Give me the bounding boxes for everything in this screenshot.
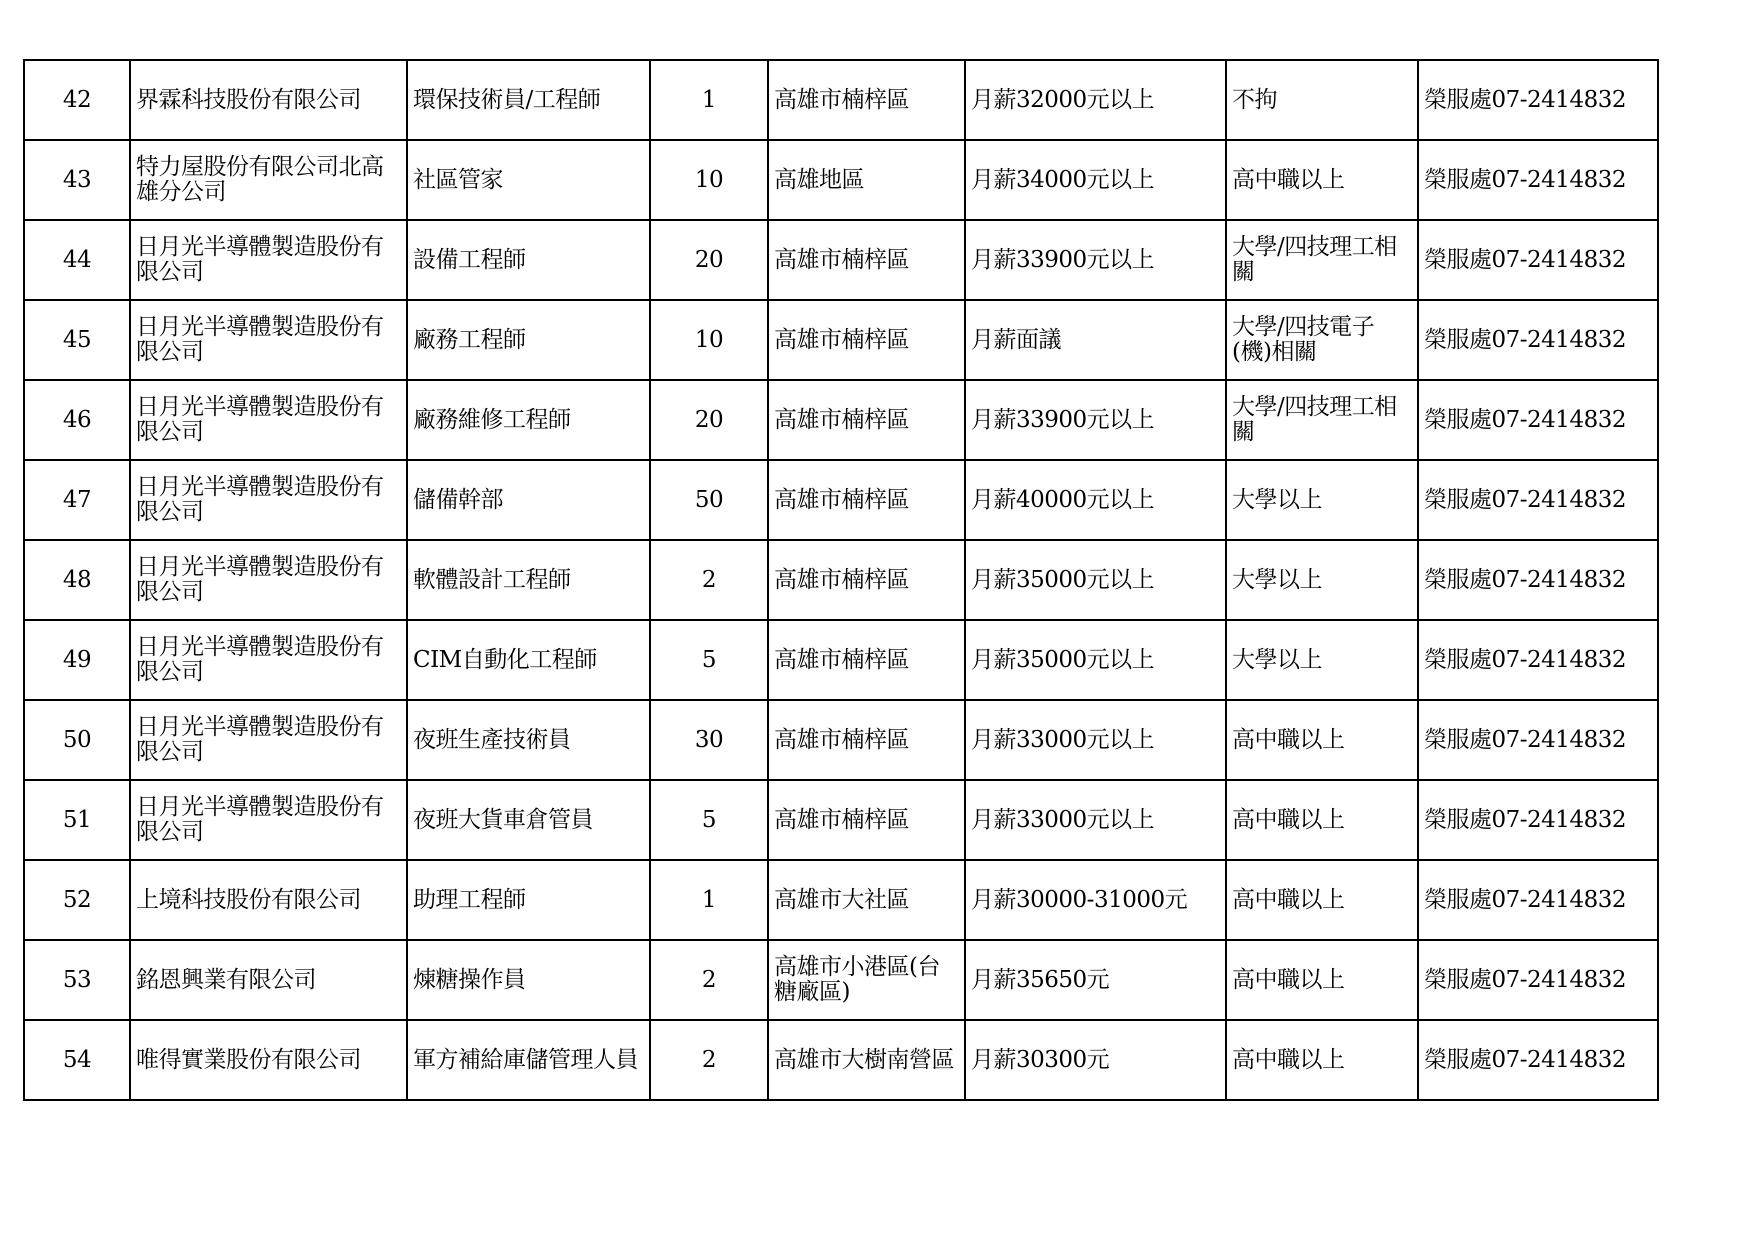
openings-count-cell-text: 1 xyxy=(701,86,717,113)
position-cell-text: 煉糖操作員 xyxy=(413,966,526,993)
openings-count-cell-text: 5 xyxy=(701,646,717,673)
education-cell xyxy=(1226,300,1418,380)
position-cell-text: 環保技術員/工程師 xyxy=(413,86,601,113)
openings-count-cell-text: 30 xyxy=(694,726,724,753)
contact-cell xyxy=(1418,380,1658,460)
location-cell-text: 高雄市大樹南營區 xyxy=(774,1046,954,1073)
position-cell xyxy=(407,460,650,540)
salary-cell-text: 月薪面議 xyxy=(971,326,1061,353)
contact-cell xyxy=(1418,780,1658,860)
openings-count-cell-text: 20 xyxy=(694,406,724,433)
education-cell xyxy=(1226,540,1418,620)
position-cell-text: 助理工程師 xyxy=(413,886,526,913)
location-cell xyxy=(768,1020,965,1100)
position-cell xyxy=(407,220,650,300)
location-cell xyxy=(768,460,965,540)
table-row xyxy=(24,700,1658,780)
position-cell xyxy=(407,620,650,700)
contact-cell-text: 榮服處07-2414832 xyxy=(1424,886,1626,913)
education-cell xyxy=(1226,140,1418,220)
openings-count-cell xyxy=(650,540,768,620)
openings-count-cell xyxy=(650,940,768,1020)
company-cell xyxy=(130,700,407,780)
contact-cell xyxy=(1418,60,1658,140)
company-cell xyxy=(130,60,407,140)
contact-cell xyxy=(1418,940,1658,1020)
row-number-cell-text: 48 xyxy=(62,566,92,593)
company-cell-text: 唯得實業股份有限公司 xyxy=(136,1046,361,1073)
location-cell xyxy=(768,700,965,780)
salary-cell xyxy=(965,780,1226,860)
position-cell-text: 軟體設計工程師 xyxy=(413,566,571,593)
salary-cell xyxy=(965,380,1226,460)
job-listing-table xyxy=(23,59,1659,1101)
row-number-cell-text: 42 xyxy=(62,86,92,113)
contact-cell xyxy=(1418,300,1658,380)
row-number-cell xyxy=(24,60,130,140)
salary-cell-text: 月薪33000元以上 xyxy=(971,726,1155,753)
openings-count-cell xyxy=(650,220,768,300)
table-row xyxy=(24,220,1658,300)
contact-cell-text: 榮服處07-2414832 xyxy=(1424,966,1626,993)
company-cell-text: 日月光半導體製造股份有限公司 xyxy=(136,554,384,605)
table-row xyxy=(24,780,1658,860)
row-number-cell-text: 44 xyxy=(62,246,92,273)
company-cell-text: 上境科技股份有限公司 xyxy=(136,886,361,913)
openings-count-cell xyxy=(650,300,768,380)
education-cell-text: 高中職以上 xyxy=(1232,806,1345,833)
location-cell-text: 高雄市楠梓區 xyxy=(774,726,909,753)
company-cell xyxy=(130,780,407,860)
row-number-cell xyxy=(24,860,130,940)
location-cell-text: 高雄市楠梓區 xyxy=(774,566,909,593)
company-cell xyxy=(130,1020,407,1100)
company-cell-text: 日月光半導體製造股份有限公司 xyxy=(136,714,384,765)
education-cell-text: 大學/四技理工相關 xyxy=(1232,234,1397,285)
location-cell-text: 高雄地區 xyxy=(774,166,864,193)
company-cell xyxy=(130,940,407,1020)
contact-cell xyxy=(1418,220,1658,300)
education-cell-text: 高中職以上 xyxy=(1232,886,1345,913)
company-cell xyxy=(130,220,407,300)
position-cell-text: CIM自動化工程師 xyxy=(413,646,597,673)
location-cell xyxy=(768,140,965,220)
education-cell-text: 高中職以上 xyxy=(1232,966,1345,993)
row-number-cell-text: 52 xyxy=(62,886,92,913)
job-table-body xyxy=(24,60,1658,1100)
salary-cell-text: 月薪35650元 xyxy=(971,966,1110,993)
location-cell xyxy=(768,860,965,940)
openings-count-cell-text: 10 xyxy=(694,326,724,353)
table-row xyxy=(24,460,1658,540)
openings-count-cell-text: 10 xyxy=(694,166,724,193)
salary-cell-text: 月薪33900元以上 xyxy=(971,246,1155,273)
position-cell xyxy=(407,700,650,780)
row-number-cell xyxy=(24,380,130,460)
salary-cell xyxy=(965,860,1226,940)
openings-count-cell xyxy=(650,620,768,700)
row-number-cell-text: 49 xyxy=(62,646,92,673)
table-row xyxy=(24,860,1658,940)
company-cell-text: 日月光半導體製造股份有限公司 xyxy=(136,634,384,685)
openings-count-cell xyxy=(650,780,768,860)
location-cell xyxy=(768,540,965,620)
contact-cell xyxy=(1418,1020,1658,1100)
row-number-cell-text: 53 xyxy=(62,966,92,993)
openings-count-cell xyxy=(650,460,768,540)
education-cell-text: 大學/四技理工相關 xyxy=(1232,394,1397,445)
company-cell xyxy=(130,380,407,460)
table-row xyxy=(24,620,1658,700)
contact-cell-text: 榮服處07-2414832 xyxy=(1424,726,1626,753)
education-cell-text: 高中職以上 xyxy=(1232,166,1345,193)
location-cell-text: 高雄市小港區(台糖廠區) xyxy=(774,954,940,1005)
openings-count-cell xyxy=(650,700,768,780)
contact-cell-text: 榮服處07-2414832 xyxy=(1424,1046,1626,1073)
salary-cell xyxy=(965,60,1226,140)
row-number-cell xyxy=(24,540,130,620)
company-cell-text: 日月光半導體製造股份有限公司 xyxy=(136,234,384,285)
education-cell xyxy=(1226,1020,1418,1100)
company-cell-text: 日月光半導體製造股份有限公司 xyxy=(136,394,384,445)
salary-cell xyxy=(965,300,1226,380)
contact-cell-text: 榮服處07-2414832 xyxy=(1424,806,1626,833)
openings-count-cell xyxy=(650,60,768,140)
education-cell-text: 大學/四技電子(機)相關 xyxy=(1232,314,1375,365)
salary-cell xyxy=(965,940,1226,1020)
location-cell xyxy=(768,220,965,300)
contact-cell-text: 榮服處07-2414832 xyxy=(1424,166,1626,193)
company-cell-text: 界霖科技股份有限公司 xyxy=(136,86,361,113)
position-cell xyxy=(407,300,650,380)
position-cell-text: 儲備幹部 xyxy=(413,486,503,513)
row-number-cell xyxy=(24,1020,130,1100)
table-row xyxy=(24,300,1658,380)
company-cell-text: 銘恩興業有限公司 xyxy=(136,966,316,993)
location-cell-text: 高雄市楠梓區 xyxy=(774,646,909,673)
salary-cell xyxy=(965,220,1226,300)
location-cell xyxy=(768,620,965,700)
location-cell xyxy=(768,780,965,860)
position-cell xyxy=(407,540,650,620)
salary-cell xyxy=(965,1020,1226,1100)
company-cell xyxy=(130,460,407,540)
salary-cell-text: 月薪33000元以上 xyxy=(971,806,1155,833)
openings-count-cell xyxy=(650,380,768,460)
company-cell-text: 特力屋股份有限公司北高雄分公司 xyxy=(136,154,384,205)
contact-cell xyxy=(1418,860,1658,940)
openings-count-cell-text: 2 xyxy=(701,966,717,993)
row-number-cell xyxy=(24,220,130,300)
company-cell xyxy=(130,300,407,380)
company-cell xyxy=(130,140,407,220)
position-cell-text: 夜班大貨車倉管員 xyxy=(413,806,593,833)
openings-count-cell xyxy=(650,1020,768,1100)
salary-cell xyxy=(965,620,1226,700)
contact-cell-text: 榮服處07-2414832 xyxy=(1424,406,1626,433)
salary-cell-text: 月薪35000元以上 xyxy=(971,566,1155,593)
position-cell-text: 廠務工程師 xyxy=(413,326,526,353)
location-cell xyxy=(768,300,965,380)
salary-cell-text: 月薪40000元以上 xyxy=(971,486,1155,513)
openings-count-cell-text: 2 xyxy=(701,1046,717,1073)
position-cell-text: 軍方補給庫儲管理人員 xyxy=(413,1046,638,1073)
row-number-cell-text: 51 xyxy=(62,806,92,833)
contact-cell xyxy=(1418,700,1658,780)
contact-cell xyxy=(1418,140,1658,220)
position-cell xyxy=(407,1020,650,1100)
salary-cell xyxy=(965,700,1226,780)
position-cell xyxy=(407,780,650,860)
contact-cell-text: 榮服處07-2414832 xyxy=(1424,646,1626,673)
position-cell xyxy=(407,380,650,460)
row-number-cell xyxy=(24,300,130,380)
table-row xyxy=(24,1020,1658,1100)
salary-cell xyxy=(965,540,1226,620)
contact-cell xyxy=(1418,620,1658,700)
row-number-cell-text: 50 xyxy=(62,726,92,753)
salary-cell-text: 月薪35000元以上 xyxy=(971,646,1155,673)
row-number-cell xyxy=(24,460,130,540)
education-cell xyxy=(1226,220,1418,300)
openings-count-cell-text: 5 xyxy=(701,806,717,833)
company-cell xyxy=(130,620,407,700)
row-number-cell xyxy=(24,700,130,780)
table-row xyxy=(24,380,1658,460)
education-cell xyxy=(1226,860,1418,940)
education-cell-text: 不拘 xyxy=(1232,86,1277,113)
education-cell xyxy=(1226,380,1418,460)
education-cell-text: 大學以上 xyxy=(1232,486,1322,513)
table-row xyxy=(24,140,1658,220)
salary-cell-text: 月薪30000-31000元 xyxy=(971,886,1188,913)
row-number-cell-text: 45 xyxy=(62,326,92,353)
salary-cell xyxy=(965,460,1226,540)
table-row xyxy=(24,60,1658,140)
position-cell xyxy=(407,140,650,220)
salary-cell-text: 月薪32000元以上 xyxy=(971,86,1155,113)
contact-cell-text: 榮服處07-2414832 xyxy=(1424,246,1626,273)
company-cell-text: 日月光半導體製造股份有限公司 xyxy=(136,314,384,365)
row-number-cell-text: 47 xyxy=(62,486,92,513)
education-cell xyxy=(1226,620,1418,700)
position-cell-text: 廠務維修工程師 xyxy=(413,406,571,433)
position-cell xyxy=(407,940,650,1020)
position-cell-text: 社區管家 xyxy=(413,166,503,193)
row-number-cell xyxy=(24,140,130,220)
position-cell xyxy=(407,860,650,940)
contact-cell xyxy=(1418,540,1658,620)
position-cell xyxy=(407,60,650,140)
row-number-cell-text: 43 xyxy=(62,166,92,193)
location-cell-text: 高雄市楠梓區 xyxy=(774,406,909,433)
contact-cell xyxy=(1418,460,1658,540)
education-cell xyxy=(1226,460,1418,540)
row-number-cell-text: 54 xyxy=(62,1046,92,1073)
education-cell-text: 高中職以上 xyxy=(1232,726,1345,753)
company-cell-text: 日月光半導體製造股份有限公司 xyxy=(136,794,384,845)
table-row xyxy=(24,940,1658,1020)
location-cell xyxy=(768,380,965,460)
openings-count-cell xyxy=(650,860,768,940)
salary-cell-text: 月薪33900元以上 xyxy=(971,406,1155,433)
contact-cell-text: 榮服處07-2414832 xyxy=(1424,566,1626,593)
openings-count-cell-text: 20 xyxy=(694,246,724,273)
education-cell-text: 大學以上 xyxy=(1232,566,1322,593)
contact-cell-text: 榮服處07-2414832 xyxy=(1424,86,1626,113)
openings-count-cell xyxy=(650,140,768,220)
openings-count-cell-text: 50 xyxy=(694,486,724,513)
row-number-cell xyxy=(24,940,130,1020)
table-row xyxy=(24,540,1658,620)
location-cell-text: 高雄市楠梓區 xyxy=(774,246,909,273)
position-cell-text: 設備工程師 xyxy=(413,246,526,273)
row-number-cell xyxy=(24,780,130,860)
education-cell xyxy=(1226,700,1418,780)
contact-cell-text: 榮服處07-2414832 xyxy=(1424,486,1626,513)
salary-cell xyxy=(965,140,1226,220)
education-cell xyxy=(1226,940,1418,1020)
location-cell-text: 高雄市大社區 xyxy=(774,886,909,913)
location-cell xyxy=(768,60,965,140)
openings-count-cell-text: 1 xyxy=(701,886,717,913)
row-number-cell xyxy=(24,620,130,700)
location-cell-text: 高雄市楠梓區 xyxy=(774,486,909,513)
company-cell xyxy=(130,540,407,620)
row-number-cell-text: 46 xyxy=(62,406,92,433)
education-cell xyxy=(1226,780,1418,860)
position-cell-text: 夜班生產技術員 xyxy=(413,726,571,753)
company-cell xyxy=(130,860,407,940)
location-cell-text: 高雄市楠梓區 xyxy=(774,326,909,353)
company-cell-text: 日月光半導體製造股份有限公司 xyxy=(136,474,384,525)
location-cell-text: 高雄市楠梓區 xyxy=(774,86,909,113)
contact-cell-text: 榮服處07-2414832 xyxy=(1424,326,1626,353)
location-cell-text: 高雄市楠梓區 xyxy=(774,806,909,833)
education-cell-text: 高中職以上 xyxy=(1232,1046,1345,1073)
location-cell xyxy=(768,940,965,1020)
education-cell-text: 大學以上 xyxy=(1232,646,1322,673)
education-cell xyxy=(1226,60,1418,140)
openings-count-cell-text: 2 xyxy=(701,566,717,593)
salary-cell-text: 月薪30300元 xyxy=(971,1046,1110,1073)
salary-cell-text: 月薪34000元以上 xyxy=(971,166,1155,193)
